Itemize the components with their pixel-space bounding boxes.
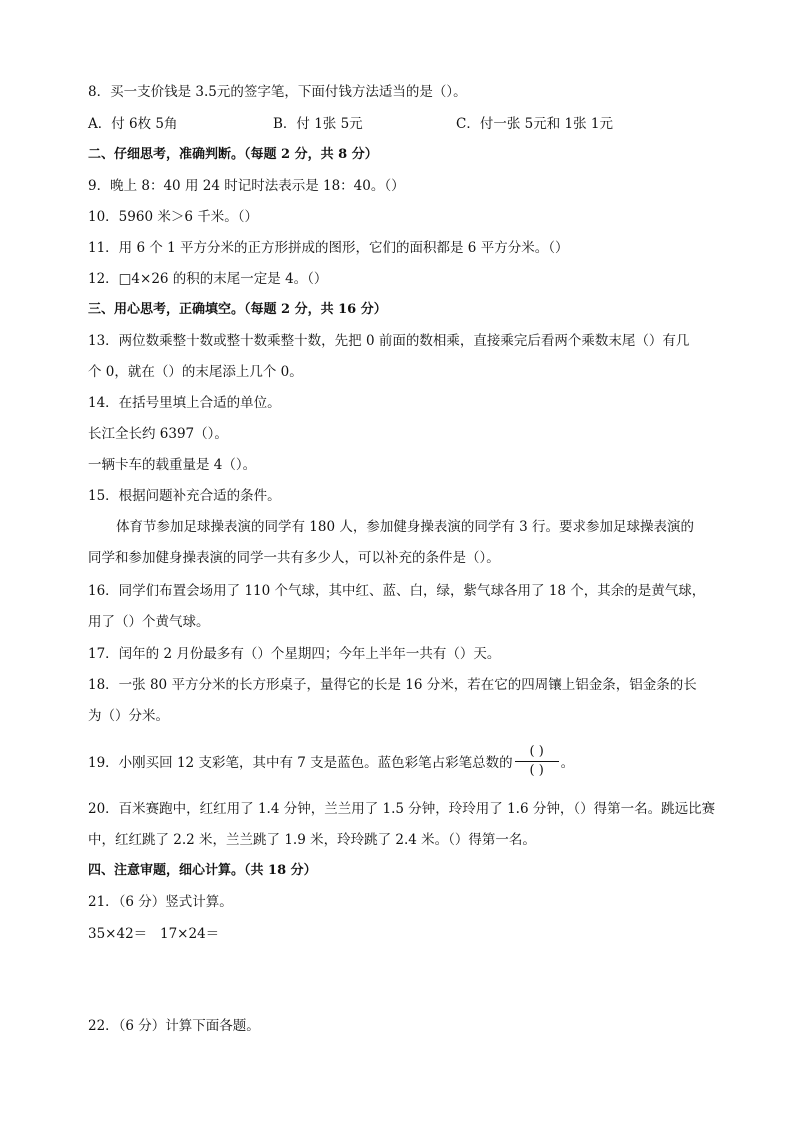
question-17: 17．闰年的 2 月份最多有（）个星期四；今年上半年一共有（）天。	[88, 646, 501, 662]
question-14-line-2: 长江全长约 6397（）。	[88, 426, 228, 442]
section-2-title: 二、仔细思考，准确判断。（每题 2 分，共 8 分）	[88, 147, 378, 162]
fraction-blank	[515, 744, 559, 779]
question-13-line-2: 个 0，就在（）的末尾添上几个 0。	[88, 364, 303, 380]
question-8: 8．买一支价钱是 3.5元的签字笔，下面付钱方法适当的是（）。	[88, 84, 467, 100]
question-11: 11．用 6 个 1 平方分米的正方形拼成的图形，它们的面积都是 6 平方分米。（）	[88, 240, 569, 256]
expression-1: 35×42＝	[88, 926, 148, 942]
question-21: 21．（6 分）竖式计算。	[88, 894, 233, 910]
q8-option-a: A．付 6枚 5角	[88, 116, 178, 132]
question-16-line-1: 16．同学们布置会场用了 110 个气球，其中红、蓝、白，绿，紫气球各用了 18 个，其余的是黄气球，	[88, 583, 706, 599]
question-18-line-1: 18．一张 80 平方分米的长方形桌子，量得它的长是 16 分米，若在它的四周镶上铝金条，铝金条的长	[88, 677, 697, 693]
question-16-line-2: 用了（）个黄气球。	[88, 614, 210, 630]
section-4-title: 四、注意审题，细心计算。（共 18 分）	[88, 863, 317, 878]
expression-2: 17×24＝	[160, 926, 220, 942]
question-19-text: 19．小刚买回 12 支彩笔，其中有 7 支是蓝色。蓝色彩笔占彩笔总数的	[88, 755, 513, 771]
question-20-line-2: 中，红红跳了 2.2 米，兰兰跳了 1.9 米，玲玲跳了 2.4 米。（）得第一名。	[88, 832, 536, 848]
question-14-line-3: 一辆卡车的载重量是 4（）。	[88, 457, 257, 473]
question-22: 22．（6 分）计算下面各题。	[88, 1018, 260, 1034]
question-10: 10．5960 米＞6 千米。（）	[88, 209, 258, 225]
question-19	[88, 741, 574, 781]
fraction-denominator-blank: ( )	[529, 762, 544, 778]
question-19-end: 。	[560, 755, 575, 771]
question-9: 9．晚上 8：40 用 24 时记时法表示是 18：40。（）	[88, 178, 405, 194]
question-13-line-1: 13．两位数乘整十数或整十数乘整十数，先把 0 前面的数相乘，直接乘完后看两个乘数末尾（）有几	[88, 333, 690, 349]
question-15-line-2: 体育节参加足球操表演的同学有 180 人，参加健身操表演的同学有 3 行。要求参加足球操表演的	[116, 519, 695, 535]
question-14-line-1: 14．在括号里填上合适的单位。	[88, 395, 281, 411]
question-20-line-1: 20．百米赛跑中，红红用了 1.4 分钟，兰兰用了 1.5 分钟，玲玲用了 1.6 分钟，（）得第一名。跳远比赛	[88, 801, 716, 817]
q8-option-c: C．付一张 5元和 1张 1元	[456, 116, 613, 132]
fraction-bar	[515, 761, 559, 762]
question-18-line-2: 为（）分米。	[88, 708, 169, 724]
question-12: 12．□4×26 的积的末尾一定是 4。（）	[88, 271, 328, 287]
question-15-line-1: 15．根据问题补充合适的条件。	[88, 488, 281, 504]
fraction-numerator-blank: ( )	[529, 743, 544, 759]
question-15-line-3: 同学和参加健身操表演的同学一共有多少人，可以补充的条件是（）。	[88, 550, 500, 566]
section-3-title: 三、用心思考，正确填空。（每题 2 分，共 16 分）	[88, 302, 387, 317]
q8-option-b: B．付 1张 5元	[273, 116, 363, 132]
